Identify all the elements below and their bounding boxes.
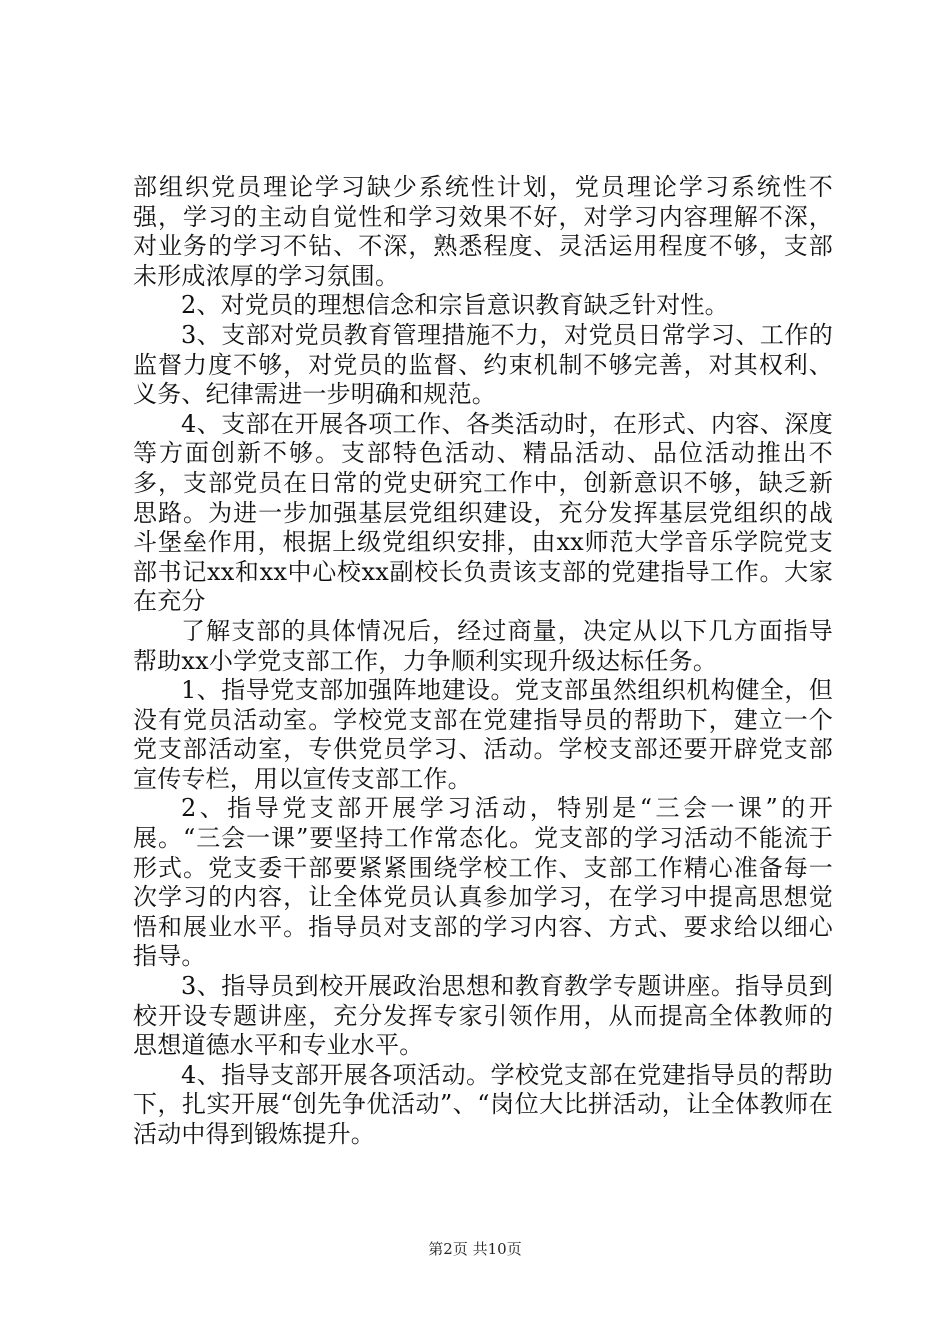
paragraph-2: 2、对党员的理想信念和宗旨意识教育缺乏针对性。 [181,291,729,320]
paragraph-1: 部组织党员理论学习缺少系统性计划，党员理论学习系统性不强，学习的主动自觉性和学习效果不好，对学习内容理解不深，对业务的学习不钻、不深，熟悉程度、灵活运用程度不够，支部未形成浓厚的学习氛围。 [133,173,833,290]
paragraph-6: 1、指导党支部加强阵地建设。党支部虽然组织机构健全，但没有党员活动室。学校党支部在党建指导员的帮助下，建立一个党支部活动室，专供党员学习、活动。学校支部还要开辟党支部宣传专栏，用以宣传支部工作。 [133,676,833,793]
paragraph-9: 4、指导支部开展各项活动。学校党支部在党建指导员的帮助下，扎实开展“创先争优活动”、“岗位大比拼活动，让全体教师在活动中得到锻炼提升。 [133,1060,833,1148]
paragraph-4: 4、支部在开展各项工作、各类活动时，在形式、内容、深度等方面创新不够。支部特色活动、精品活动、品位活动推出不多，支部党员在日常的党史研究工作中，创新意识不够，缺乏新思路。为进一步加强基层党组织建设，充分发挥基层党组织的战斗堡垒作用，根据上级党组织安排，由xx师范大学音乐学院党支部书记xx和xx中心校xx副校长负责该支部的党建指导工作。大家在充分 [133,409,833,616]
paragraph-8: 3、指导员到校开展政治思想和教育教学专题讲座。指导员到校开设专题讲座，充分发挥专家引领作用，从而提高全体教师的思想道德水平和专业水平。 [133,972,833,1060]
paragraph-7: 2、指导党支部开展学习活动，特别是“三会一课”的开展。“三会一课”要坚持工作常态化。党支部的学习活动不能流于形式。党支委干部要紧紧围绕学校工作、支部工作精心准备每一次学习的内容，让全体党员认真参加学习，在学习中提高思想觉悟和展业水平。指导员对支部的学习内容、方式、要求给以细心指导。 [133,794,833,971]
paragraph-5: 了解支部的具体情况后，经过商量，决定从以下几方面指导帮助xx小学党支部工作，力争顺利实现升级达标任务。 [133,616,833,675]
paragraph-3: 3、支部对党员教育管理措施不力，对党员日常学习、工作的监督力度不够，对党员的监督、约束机制不够完善，对其权利、义务、纪律需进一步明确和规范。 [133,320,833,409]
page-footer: 第2页 共10页 [428,1240,522,1258]
document-body [133,173,833,1150]
